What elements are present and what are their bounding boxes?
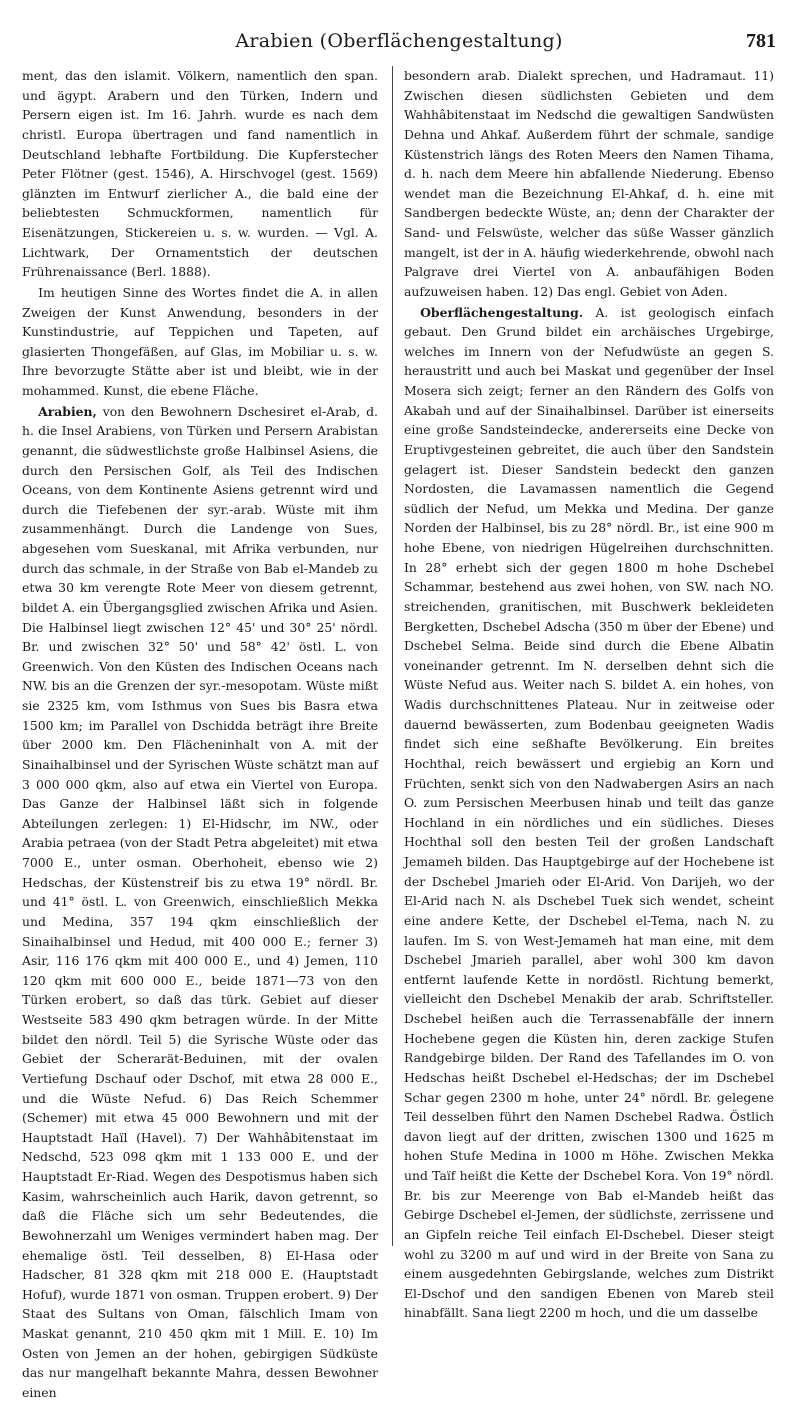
column-divider [392, 66, 393, 1246]
entry-text: von den Bewohnern Dschesiret el-Arab, d. h. die Insel Arabiens, von Türken und Persern Arabistan genannt, die südwestlichste große Halbinsel Asiens, die durch den Persischen Golf, als Teil des Indischen Oceans, von dem Kontinente Asiens getrennt wird und durch die Tiefebenen der syr.-arab. Wüste mit ihm zusammenhängt. Durch die Landenge von Sues, abgesehen vom Sueskanal, mit Afrika verbunden, nur durch das schmale, in der Straße von Bab el-Mandeb zu etwa 30 km verengte Rote Meer von diesem getrennt, bildet A. ein Übergangsglied zwischen Afrika und Asien. Die Halbinsel liegt zwischen 12° 45' und 30° 25' nördl. Br. und zwischen 32° 50' und 58° 42' östl. L. von Greenwich. Von den Küsten des Indischen Oceans nach NW. bis an die Grenzen der syr.-mesopotam. Wüste mißt sie 2325 km, vom Isthmus von Sues bis Basra etwa 1500 km; im Parallel von Dschidda beträgt ihre Breite über 2000 km. Den Flächeninhalt von A. mit der Sinaihalbinsel und der Syrischen Wüste schätzt man auf 3 000 000 qkm, also auf etwa ein Viertel von Europa. Das Ganze der Halbinsel läßt sich in folgende Abteilungen zerlegen: 1) El-Hidschr, im NW., oder Arabia petraea (von der Stadt Petra abgeleitet) mit etwa 7000 E., unter osman. Oberhoheit, ebenso wie 2) Hedschas, der Küstenstreif bis zu etwa 19° nördl. Br. und 41° östl. L. von Greenwich, einschließlich Mekka und Medina, 357 194 qkm einschließlich der Sinaihalbinsel und Hedud, mit 400 000 E.; ferner 3) Asir, 116 176 qkm mit 400 000 E., und 4) Jemen, 110 120 qkm mit 600 000 E., beide 1871—73 von den Türken erobert, so daß das türk. Gebiet auf dieser Westseite 583 490 qkm betragen würde. In der Mitte bildet den nördl. Teil 5) die Syrische Wüste oder das Gebiet der Scherarät-Beduinen, mit der ovalen Vertiefung Dschauf oder Dschof, mit etwa 28 000 E., und die Wüste Nefud. 6) Das Reich Schemmer (Schemer) mit etwa 45 000 Bewohnern und mit der Hauptstadt Haïl (Havel). 7) Der Wahhâbitenstaat im Nedschd, 523 098 qkm mit 1 133 000 E. und der Hauptstadt Er-Riad. Wegen des Despotismus haben sich Kasim, wahrscheinlich auch Harik, davon getrennt, so daß die Fläche sich um sehr Bedeutendes, die Bewohnerzahl um Weniges vermindert haben mag. Der ehemalige östl. Teil desselben, 8) El-Hasa oder Hadscher, 81 328 qkm mit 218 000 E. (Hauptstadt Hofuf), wurde 1871 von osman. Truppen erobert. 9) Der Staat des Sultans von Oman, fälschlich Imam von Maskat genannt, 210 450 qkm mit 1 Mill. E. 10) Im Osten von Jemen an der hohen, gebirgigen Südküste das nur mangelhaft bekannte Mahra, dessen Bewohner einen [22, 403, 378, 1400]
paragraph-regions-continued: besondern arab. Dialekt sprechen, und Hadramaut. 11) Zwischen diesen südlichsten Gebieten und dem Wahhâbitenstaat im Nedschd die gewaltigen Sandwüsten Dehna und Ahkaf. Außerdem führt der schmale, sandige Küstenstrich längs des Roten Meers den Namen Tihama, d. h. nach dem Meere hin abfallende Niederung. Ebenso wendet man die Bezeichnung El-Ahkaf, d. h. eine mit Sandbergen bedeckte Wüste, an; denn der Charakter der Sand- und Felswüste, welcher das süße Wasser gänzlich mangelt, ist der in A. häufig wiederkehrende, obwohl nach Palgrave drei Viertel von A. anbaufähigen Boden aufzuweisen haben. 12) Das engl. Gebiet von Aden. [404, 68, 774, 299]
left-column [22, 66, 378, 1403]
paragraph-surface [404, 303, 774, 1324]
paragraph-modern-usage: Im heutigen Sinne des Wortes findet die A. in allen Zweigen der Kunst Anwendung, besonders in der Kunstindustrie, auf Teppichen und Tapeten, auf glasierten Thongefäßen, auf Glas, im Mobiliar u. s. w. Ihre bevorzugte Stätte aber ist und bleibt, wie in der mohammed. Kunst, die ebene Fläche. [22, 284, 378, 398]
page-header [22, 30, 776, 64]
paragraph-ornament-history: ment, das den islamit. Völkern, namentlich den span. und ägypt. Arabern und den Türken, Indern und Persern eigen ist. Im 16. Jahrh. wurde es nach dem christl. Europa übertragen und fand namentlich in Deutschland lebhafte Fortbildung. Die Kupferstecher Peter Flötner (gest. 1546), A. Hirschvogel (gest. 1569) glänzten im Entwurf zierlicher A., die bald eine der beliebtesten Schmuckformen, namentlich für Eisenätzungen, Stickereien u. s. w. wurden. — Vgl. A. Lichtwark, Der Ornamentstich der deutschen Frührenaissance (Berl. 1888). [22, 68, 378, 280]
paragraph-arabien-entry [22, 402, 378, 1403]
section-text: A. ist geologisch einfach gebaut. Den Grund bildet ein archäisches Urgebirge, welches im Innern von der Nefudwüste an gegen S. heraustritt und auch bei Maskat und gegenüber der Insel Mosera sich zeigt; ferner an den Rändern des Golfs von Akabah und auf der Sinaihalbinsel. Darüber ist einerseits eine große Sandsteindecke, andererseits eine Decke von Eruptivgesteinen gebreitet, die auch über den Sandstein gelagert ist. Dieser Sandstein bedeckt den ganzen Nordosten, die Lavamassen namentlich die Gegend südlich der Nefud, um Mekka und Medina. Der ganze Norden der Halbinsel, bis zu 28° nördl. Br., ist eine 900 m hohe Ebene, von niedrigen Hügelreihen durchschnitten. In 28° erhebt sich der gegen 1800 m hohe Dschebel Schammar, bestehend aus zwei hohen, von SW. nach NO. streichenden, granitischen, mit Buschwerk bekleideten Bergketten, Dschebel Adscha (350 m über der Ebene) und Dschebel Selma. Beide sind durch die Ebene Albatin voneinander getrennt. Im N. derselben dehnt sich die Wüste Nefud aus. Weiter nach S. bildet A. ein hohes, von Wadis durchschnittenes Plateau. Nur in zeitweise oder dauernd bewässerten, zum Bodenbau geeigneten Wadis findet sich eine seßhafte Bevölkerung. Ein breites Hochthal, reich bewässert und ergiebig an Korn und Früchten, senkt sich von den Nadwabergen Asirs an nach O. zum Persischen Meerbusen hinab und teilt das ganze Hochland in ein nördliches und ein südliches. Dieses Hochthal soll den besten Teil der großen Landschaft Jemameh bilden. Das Hauptgebirge auf der Hochebene ist der Dschebel Jmarieh oder El-Arid. Von Darijeh, wo der El-Arid nach N. als Dschebel Tuek sich wendet, scheint eine andere Kette, der Dschebel el-Tema, nach N. zu laufen. Im S. von West-Jemameh hat man eine, mit dem Dschebel Jmarieh parallel, aber wohl 300 km davon entfernt laufende Kette in nordöstl. Richtung bemerkt, vielleicht den Dschebel Menakib der arab. Schriftsteller. Dschebel heißen auch die Terrassenabfälle der innern Hochebene gegen die Küsten hin, deren zackige Stufen Randgebirge bilden. Der Rand des Tafellandes im O. von Hedschas heißt Dschebel el-Hedschas; der im Dschebel Schar gegen 2300 m hohe, unter 24° nördl. Br. gelegene Teil desselben führt den Namen Dschebel Radwa. Östlich davon liegt auf der dritten, zwischen 1300 und 1625 m hohen Stufe Medina in 1000 m Höhe. Zwischen Mekka und Taïf heißt die Kette der Dschebel Kora. Von 19° nördl. Br. bis zur Meerenge von Bab el-Mandeb heißt das Gebirge Dschebel el-Jemen, der südlichste, zerrissene und an Gipfeln reiche Teil einfach El-Dschebel. Dieser steigt wohl zu 3200 m auf und wird in der Breite von Sana zu einem ausgedehnten Gebirgslande, welches zum Distrikt El-Dschof und den sandigen Ebenen von Mareb steil hinabfällt. Sana liegt 2200 m hoch, und die um dasselbe [404, 304, 774, 1321]
section-keyword: Oberflächengestaltung. [420, 304, 584, 320]
page-number: 781 [746, 30, 776, 52]
right-column [404, 66, 774, 1323]
entry-keyword: Arabien, [38, 403, 97, 419]
running-title: Arabien (Oberflächengestaltung) [235, 30, 563, 52]
